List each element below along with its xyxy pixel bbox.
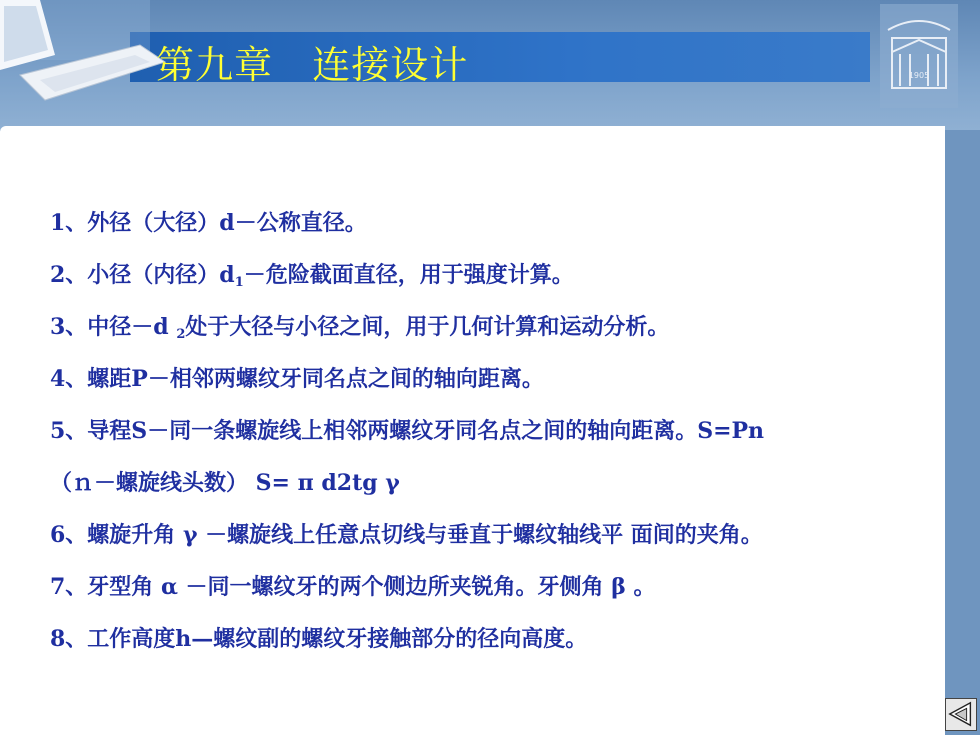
definition-line-1: 1、外径（大径）d－公称直径。 — [50, 210, 367, 236]
scalloped-edge — [934, 126, 954, 696]
definition-line-7: 7、牙型角 α －同一螺纹牙的两个侧边所夹锐角。牙侧角 β 。 — [50, 574, 656, 600]
laptop-icon — [0, 0, 170, 110]
definition-line-8: 8、工作高度h—螺纹副的螺纹牙接触部分的径向高度。 — [50, 626, 588, 652]
definition-line-5: 5、导程S－同一条螺旋线上相邻两螺纹牙同名点之间的轴向距离。S=Pn — [50, 418, 765, 444]
university-seal-icon — [878, 2, 960, 110]
back-navigation-button[interactable] — [945, 698, 977, 731]
definition-list — [50, 197, 930, 665]
definition-line-3: 3、中径－d $_2$处于大径与小径之间，用于几何计算和运动分析。 — [50, 314, 670, 342]
definition-line-2: 2、小径（内径）$d_1-$危险截面直径，用于强度计算。 — [50, 262, 574, 290]
definition-line-4: 4、螺距P－相邻两螺纹牙同名点之间的轴向距离。 — [50, 366, 544, 392]
back-arrow-icon — [946, 699, 976, 730]
slide-title: 第九章 连接设计 — [156, 43, 469, 87]
definition-line-6: 6、螺旋升角 γ －螺旋线上任意点切线与垂直于螺纹轴线平 面间的夹角。 — [50, 522, 763, 548]
definition-line-5-continued: （ｎ－螺旋线头数） S= π d2tg γ — [50, 470, 400, 496]
logo-year: 1905 — [908, 71, 930, 80]
